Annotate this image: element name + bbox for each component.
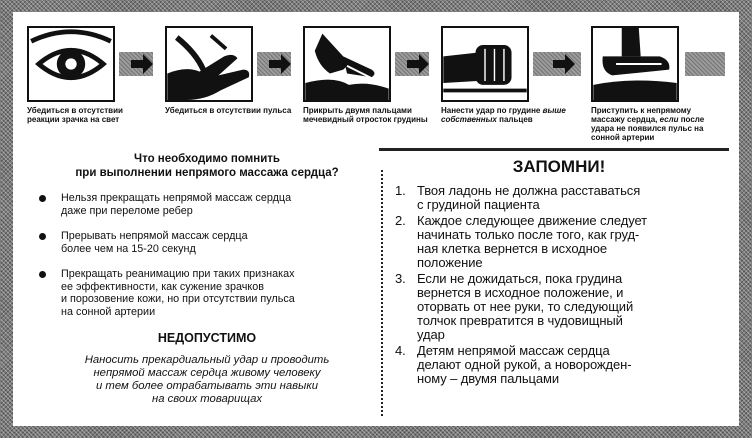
right-column (389, 152, 729, 388)
poster-sheet (13, 12, 739, 426)
remember-list (389, 184, 729, 386)
rules-list (33, 192, 381, 318)
arrow-right-icon (131, 54, 153, 74)
bullet-icon (39, 195, 46, 202)
list-item: Прерывать непрямой массаж сердца более чем на 15-20 секунд (33, 230, 381, 255)
list-item: 2. Каждое следующее движение следует начинать только после того, как груд- ная клетка вернется в исходное положение (395, 213, 648, 270)
list-item: 3. Если не дожидаться, пока грудина вернется в исходное положение, и оторвать от нее руки, то следующий толчок превратится в чудовищный удар (395, 271, 634, 342)
step-3 (303, 26, 431, 124)
step-caption: Убедиться в отсутствии пульса (165, 106, 292, 115)
forbidden-title: НЕДОПУСТИМО (157, 331, 257, 345)
fist-strike-icon (441, 26, 529, 102)
list-item: 1. Твоя ладонь не должна расставаться с грудиной пациента (395, 183, 641, 212)
step-caption: Убедиться в отсутствии реакции зрачка на свет (27, 106, 123, 124)
step-caption: Нанести удар по грудине выше собственных пальцев (441, 106, 566, 124)
step-4 (441, 26, 569, 124)
left-column (33, 152, 381, 406)
chest-compression-icon (591, 26, 679, 102)
step-1 (27, 26, 155, 124)
step-caption: Приступить к непрямому массажу сердца, если после удара не появился пульс на сонной артерии (591, 106, 705, 142)
two-fingers-chest-icon (303, 26, 391, 102)
list-item: 4. Детям непрямой массаж сердца делают одной рукой, а новорожден- ному – двумя пальцами (395, 343, 632, 386)
eye-icon (27, 26, 115, 102)
list-item: Прекращать реанимацию при таких признаках ее эффективности, как сужение зрачков и порозовение кожи, но при отсутствии пульса на сонной артерии (33, 268, 381, 318)
step-caption: Прикрыть двумя пальцами мечевидный отросток грудины (303, 106, 428, 124)
list-item: Нельзя прекращать непрямой массаж сердца даже при переломе ребер (33, 192, 381, 217)
arrow-right-icon (553, 54, 575, 74)
title-rule (379, 148, 729, 151)
remember-title: ЗАПОМНИ! (389, 152, 729, 176)
dotted-divider (381, 170, 383, 416)
steps-strip (27, 26, 724, 142)
pulse-check-hand-icon (165, 26, 253, 102)
remember-heading: Что необходимо помнить при выполнении непрямого массажа сердца? (75, 153, 339, 179)
forbidden-text: Наносить прекардиальный удар и проводить непрямой массаж сердца живому человеку и тем более отрабатывать эти навыки на своих товарищах (84, 354, 330, 405)
step-5 (591, 26, 719, 142)
bullet-icon (39, 233, 46, 240)
arrow-right-icon (269, 54, 291, 74)
bullet-icon (39, 271, 46, 278)
arrow-right-icon (407, 54, 429, 74)
